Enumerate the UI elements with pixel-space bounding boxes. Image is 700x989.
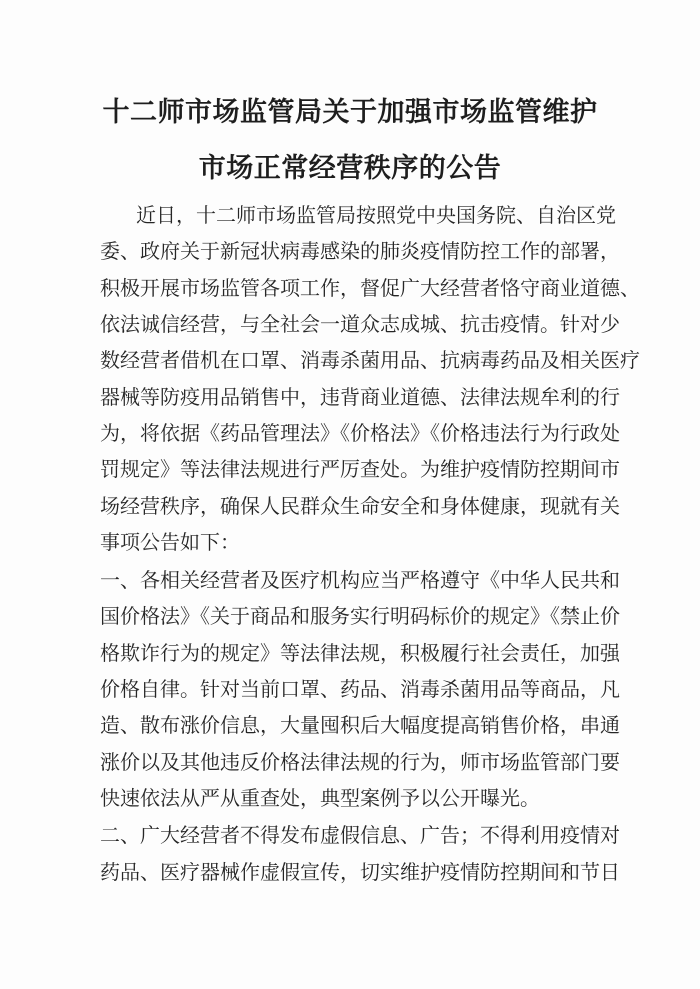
item-1-line-6: 涨价以及其他违反价格法律法规的行为，师市场监管部门要 (100, 750, 620, 774)
item-2-line-1: 二、广大经营者不得发布虚假信息、广告；不得利用疫情对 (100, 823, 620, 847)
document-title-line-2: 市场正常经营秩序的公告 (198, 153, 502, 184)
paragraph-1-line-4: 依法诚信经营，与全社会一道众志成城、抗击疫情。针对少 (100, 312, 620, 336)
document-title-line-1: 十二师市场监管局关于加强市场监管维护 (102, 97, 598, 128)
item-1-line-2: 国价格法》《关于商品和服务实行明码标价的规定》《禁止价 (100, 604, 620, 628)
paragraph-1-line-9: 场经营秩序，确保人民群众生命安全和身体健康，现就有关 (100, 494, 620, 518)
paragraph-1-line-6: 器械等防疫用品销售中，违背商业道德、法律法规牟利的行 (100, 385, 620, 409)
paragraph-1-line-8: 罚规定》等法律法规进行严厉查处。为维护疫情防控期间市 (100, 457, 620, 481)
item-2-line-2: 药品、医疗器械作虚假宣传，切实维护疫情防控期间和节日 (100, 860, 620, 884)
paragraph-1-line-10: 事项公告如下： (100, 530, 240, 554)
item-1-line-3: 格欺诈行为的规定》等法律法规，积极履行社会责任，加强 (100, 641, 620, 665)
item-1-line-1: 一、各相关经营者及医疗机构应当严格遵守《中华人民共和 (100, 568, 620, 592)
item-1-line-5: 造、散布涨价信息，大量囤积后大幅度提高销售价格，串通 (100, 713, 620, 737)
paragraph-1-line-3: 积极开展市场监管各项工作，督促广大经营者恪守商业道德、 (100, 276, 640, 300)
paragraph-1-line-7: 为，将依据《药品管理法》《价格法》《价格违法行为行政处 (100, 421, 620, 445)
item-1-line-7: 快速依法从严从重查处，典型案例予以公开曝光。 (100, 786, 540, 810)
paragraph-1-line-1: 近日，十二师市场监管局按照党中央国务院、自治区党 (136, 203, 616, 227)
paragraph-1-line-2: 委、政府关于新冠状病毒感染的肺炎疫情防控工作的部署， (100, 239, 620, 263)
item-1-line-4: 价格自律。针对当前口罩、药品、消毒杀菌用品等商品，凡 (100, 677, 620, 701)
paragraph-1-line-5: 数经营者借机在口罩、消毒杀菌用品、抗病毒药品及相关医疗 (100, 348, 640, 372)
